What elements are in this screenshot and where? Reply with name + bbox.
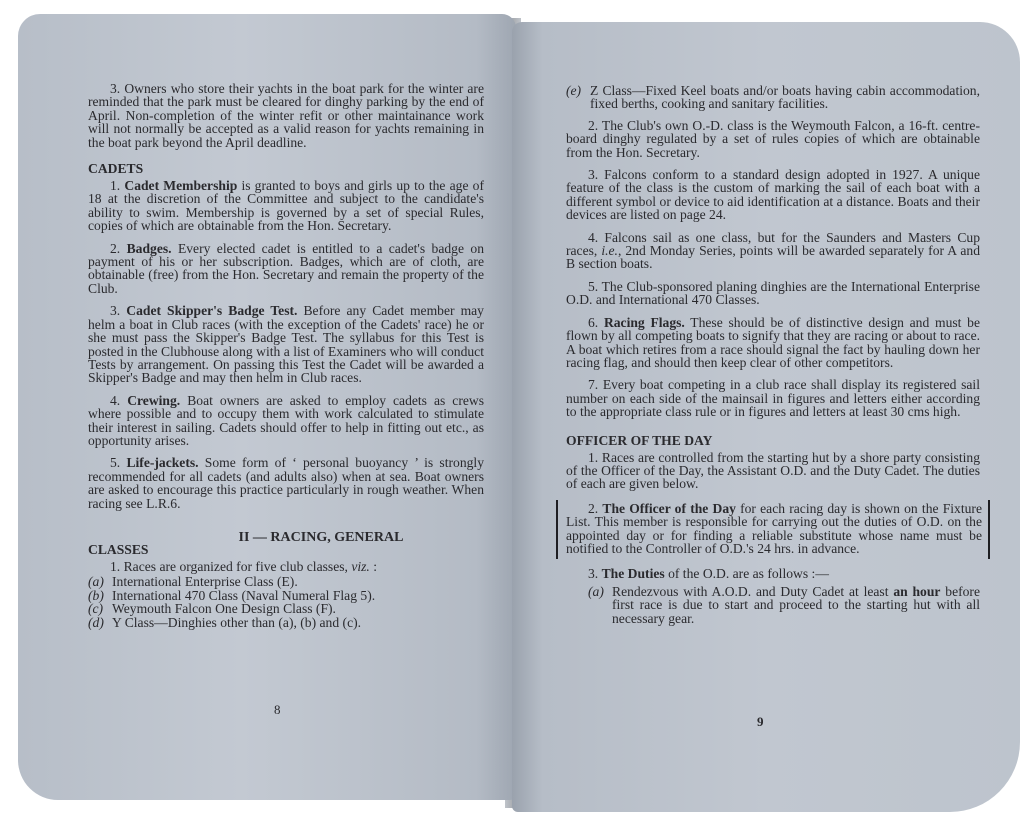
list-label: (a) bbox=[588, 583, 604, 599]
skipper-badge-paragraph bbox=[88, 304, 484, 384]
list-text: Weymouth Falcon One Design Class (F). bbox=[112, 601, 336, 617]
list-text bbox=[612, 585, 980, 625]
list-item bbox=[88, 575, 484, 588]
text-part: before first race is due to start and proceed to the starting hut with all necessary gear. bbox=[612, 583, 980, 626]
z-class-item bbox=[566, 84, 980, 111]
page-number: 8 bbox=[274, 702, 281, 717]
racing-general-heading: II — RACING, GENERAL bbox=[238, 529, 404, 545]
racing-flags-paragraph bbox=[566, 316, 980, 370]
crewing-paragraph bbox=[88, 394, 484, 448]
item-title: Life-jackets. bbox=[126, 455, 199, 471]
classes-heading: CLASSES bbox=[88, 541, 149, 557]
list-label: (d) bbox=[88, 614, 104, 630]
item-number: 6. bbox=[588, 314, 599, 330]
item-title: Cadet Skipper's Badge Test. bbox=[126, 303, 298, 319]
planing-dinghies-paragraph: 5. The Club-sponsored planing dinghies are the International Enterprise O.D. and International 470 Classes. bbox=[566, 278, 980, 308]
item-number: 2. bbox=[110, 240, 121, 256]
classes-intro bbox=[88, 560, 484, 573]
item-number: 4. bbox=[110, 392, 121, 408]
cadet-membership-paragraph bbox=[88, 179, 484, 233]
item-number: 3. bbox=[588, 566, 599, 582]
left-page bbox=[18, 14, 516, 800]
text-part: 4. Falcons sail as one class, but for the Saunders and Masters Cup races, bbox=[566, 229, 980, 259]
list-text: International Enterprise Class (E). bbox=[112, 574, 298, 590]
right-page bbox=[512, 22, 1020, 812]
intro-end: : bbox=[369, 558, 378, 574]
item-text: These should be of distinctive design and must be flown by all competing boats to signify that they are racing or about to race. A boat which retires from a race should signal the fact by hauling down her racing flag, and should then keep clear of other competitors. bbox=[566, 314, 980, 370]
officer-of-the-day-paragraph bbox=[566, 502, 982, 556]
list-text: Y Class—Dinghies other than (a), (b) and (c). bbox=[112, 614, 362, 630]
cadets-heading: CADETS bbox=[88, 161, 144, 177]
item-number: 1. bbox=[110, 178, 121, 194]
item-text: for each racing day is shown on the Fixture List. This member is responsible for carrying out the duties of O.D. on the appointed day or for finding a reliable substitute whose name must be notified to the Controller of O.D.'s 24 hrs. in advance. bbox=[566, 500, 982, 556]
bold-text: an hour bbox=[893, 583, 941, 599]
item-text: Some form of ‘ personal buoyancy ’ is strongly recommended for all cadets (and adults also) when at sea. Boat owners are asked to encourage this practice particularly in rough weather. When racing see L.R.6. bbox=[88, 455, 484, 511]
list-label: (c) bbox=[88, 601, 104, 617]
list-label: (e) bbox=[566, 83, 582, 98]
page-number: 9 bbox=[757, 714, 764, 729]
item-text: Boat owners are asked to employ cadets as crews where possible and to occupy them with work calculated to stimulate their interest in sailing. Cadets should offer to help in fitting out etc., as opportunity arises. bbox=[88, 392, 484, 448]
list-text: International 470 Class (Naval Numeral Flag 5). bbox=[112, 587, 376, 603]
item-title: The Duties bbox=[601, 566, 665, 582]
item-text: Before any Cadet member may helm a boat in Club races (with the exception of the Cadets' race) he or she must pass the Skipper's Badge Test. The syllabus for this Test is posted in the Clubhouse along with a list of Examiners who will conduct Tests by arrangement. On passing this Test the Cadet will be awarded a Skipper's Badge and may then helm in Club races. bbox=[88, 303, 484, 386]
class-list bbox=[88, 575, 484, 629]
item-number: 2. bbox=[588, 500, 599, 516]
list-item bbox=[88, 589, 484, 602]
item-number: 5. bbox=[110, 455, 121, 471]
item-title: The Officer of the Day bbox=[602, 500, 736, 516]
falcon-design-paragraph: 3. Falcons conform to a standard design adopted in 1927. A unique feature of the class is the custom of marking the sail of each boat with a different symbol or device to aid identification at a distance. Boats and their devices are listed on page 24. bbox=[566, 167, 980, 223]
item-text: is granted to boys and girls up to the age of 18 at the discretion of the Committee and subject to the candidate's ability to swim. Membership is governed by a set of special Rules, copies of which are obtainable from the Hon. Secretary. bbox=[88, 178, 484, 234]
viz-text: viz. bbox=[351, 558, 370, 574]
officer-duty-box bbox=[556, 500, 990, 560]
shore-party-paragraph: 1. Races are controlled from the starting hut by a shore party consisting of the Officer of the Day, the Assistant O.D. and the Duty Cadet. The duties of each are given below. bbox=[566, 449, 980, 492]
life-jackets-paragraph bbox=[88, 456, 484, 510]
list-label: (b) bbox=[88, 587, 104, 603]
item-title: Crewing. bbox=[127, 392, 181, 408]
falcon-class-paragraph: 2. The Club's own O.-D. class is the Weymouth Falcon, a 16-ft. centre-board dinghy regulated by a set of rules copies of which are obtainable from the Hon. Secretary. bbox=[566, 117, 980, 160]
duty-item-a bbox=[566, 585, 980, 625]
list-item bbox=[88, 616, 484, 629]
intro-text: 1. Races are organized for five club classes, bbox=[110, 558, 352, 574]
item-number: 3. bbox=[110, 303, 121, 319]
sail-number-paragraph: 7. Every boat competing in a club race shall display its registered sail number on each side of the mainsail in figures and letters either according to the appropriate class rule or in figures and letters at least 30 cms high. bbox=[566, 377, 980, 420]
badges-paragraph bbox=[88, 242, 484, 296]
list-label: (a) bbox=[88, 574, 104, 590]
falcon-sections-paragraph bbox=[566, 231, 980, 271]
item-title: Badges. bbox=[126, 240, 172, 256]
ie-text: i.e. bbox=[601, 243, 618, 259]
item-title: Cadet Membership bbox=[124, 178, 238, 194]
text-part: Rendezvous with A.O.D. and Duty Cadet at least bbox=[612, 583, 894, 599]
item-text: Every elected cadet is entitled to a cadet's badge on payment of his or her subscription. Badges, which are of cloth, are obtainable (free) from the Hon. Secretary and remain the property of the Club. bbox=[88, 240, 484, 296]
list-text: Z Class—Fixed Keel boats and/or boats having cabin accommodation, fixed berths, cooking and sanitary facilities. bbox=[590, 83, 980, 112]
officer-of-the-day-heading: OFFICER OF THE DAY bbox=[566, 432, 713, 448]
text-part: , 2nd Monday Series, points will be awarded separately for A and B section boats. bbox=[566, 243, 980, 272]
list-item bbox=[88, 602, 484, 615]
item-text: of the O.D. are as follows :— bbox=[664, 566, 829, 582]
duties-paragraph bbox=[566, 567, 980, 580]
boat-park-paragraph: 3. Owners who store their yachts in the boat park for the winter are reminded that the park must be cleared for dinghy parking by the end of April. Non-completion of the winter refit or other maintainance work will not normally be accepted as a valid reason for yachts remaining in the boat park beyond the April deadline. bbox=[88, 81, 484, 150]
item-title: Racing Flags. bbox=[603, 314, 685, 330]
